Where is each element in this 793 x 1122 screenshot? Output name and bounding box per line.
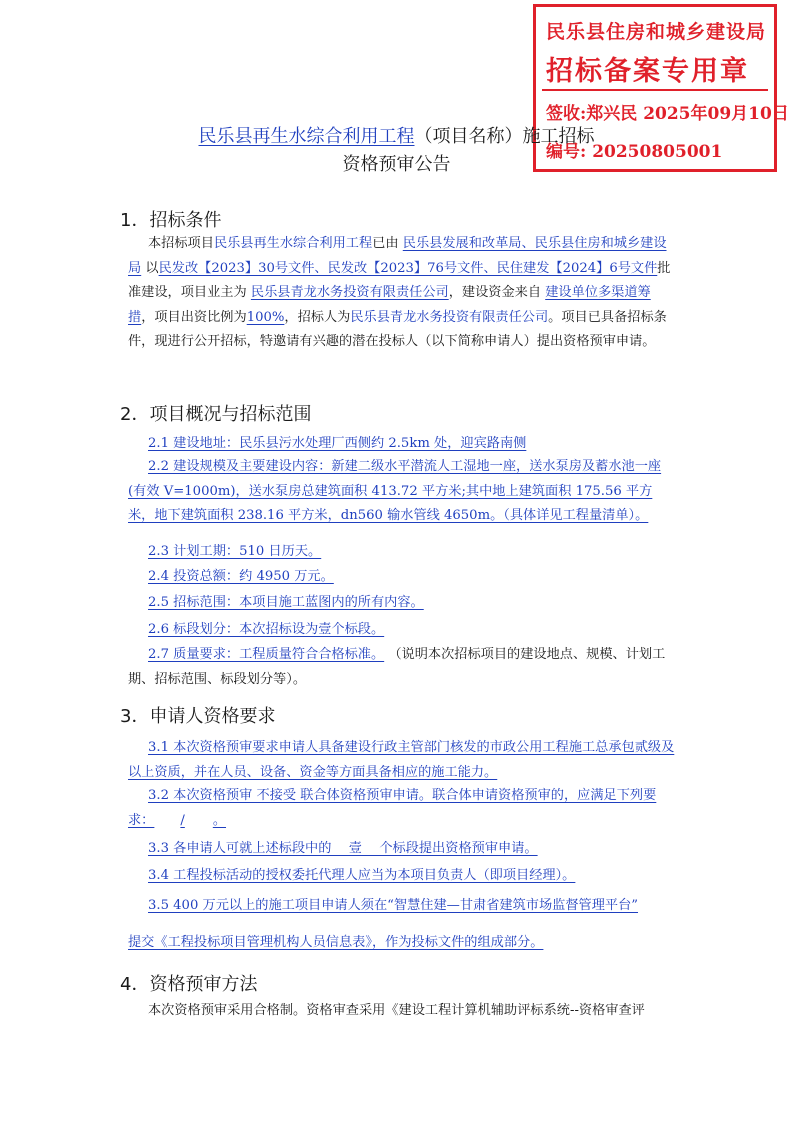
stamp-title: 招标备案专用章 bbox=[546, 56, 749, 87]
item-2-2-text: 2.2 建设规模及主要建设内容：新建二级水平潜流人工湿地一座，送水泵房及蓄水池一座(有效 V=1000m)，送水泵房总建筑面积 413.72 平方米;其中地上建筑面积 175.56 平方米，地下建筑面积 238.16 平方米，dn560 输水管线 4650m。（具体详见工程量清单）。 bbox=[128, 459, 662, 523]
section-2-heading: 2．项目概况与招标范围 bbox=[120, 404, 312, 425]
item-2-6: 2.6 标段划分：本次招标设为壹个标段。 bbox=[148, 622, 385, 637]
item-3-3: 3.3 各申请人可就上述标段中的 壹 个标段提出资格预审申请。 bbox=[148, 841, 538, 856]
doc-title bbox=[0, 122, 793, 148]
item-2-7-quality: 2.7 质量要求：工程质量符合合格标准。 bbox=[148, 647, 385, 662]
s1-text: ，项目出资比例为 bbox=[141, 309, 247, 325]
doc-subtitle: 资格预审公告 bbox=[342, 154, 451, 175]
item-3-5-cont: 提交《工程投标项目管理机构人员信息表》，作为投标文件的组成部分。 bbox=[128, 935, 544, 950]
item-2-4: 2.4 投资总额：约 4950 万元。 bbox=[148, 569, 334, 584]
item-2-7-note: （说明本次招标项目的建设地点、规模、计划工期、招标范围、标段划分等）。 bbox=[128, 647, 666, 687]
s1-funding: 建设单位多渠道筹措 bbox=[128, 285, 651, 325]
project-name: 民乐县再生水综合利用工程 bbox=[198, 126, 415, 147]
s1-approval-docs: 民发改【2023】30号文件、民发改【2023】76号文件、民住建发【2024】6号文件 bbox=[158, 260, 658, 276]
s1-tenderer: 民乐县青龙水务投资有限责任公司 bbox=[350, 309, 549, 325]
s1-approver: 民乐县发展和改革局、民乐县住房和城乡建设局 bbox=[128, 236, 667, 276]
stamp-number: 编号: 20250805001 bbox=[546, 142, 723, 162]
s1-text: 本招标项目 bbox=[148, 236, 214, 251]
item-2-3: 2.3 计划工期：510 日历天。 bbox=[148, 544, 322, 559]
s1-project: 民乐县再生水综合利用工程 bbox=[213, 236, 373, 251]
item-2-1: 2.1 建设地址：民乐县污水处理厂西侧约 2.5km 处，迎宾路南侧 bbox=[148, 436, 527, 451]
stamp-divider bbox=[542, 89, 768, 91]
item-3-5: 3.5 400 万元以上的施工项目申请人须在“智慧住建—甘肃省建筑市场监督管理平台” bbox=[148, 898, 639, 913]
title-suffix: （项目名称）施工招标 bbox=[414, 126, 595, 147]
s1-text: 已由 bbox=[372, 236, 399, 251]
s1-text: ，建设资金来自 bbox=[448, 285, 542, 300]
s1-owner: 民乐县青龙水务投资有限责任公司 bbox=[250, 285, 449, 300]
item-3-4: 3.4 工程投标活动的授权委托代理人应当为本项目负责人（即项目经理）。 bbox=[148, 868, 576, 883]
stamp-org: 民乐县住房和城乡建设局 bbox=[546, 21, 767, 43]
section-4-text: 本次资格预审采用合格制。资格审查采用《建设工程计算机辅助评标系统--资格审查评 bbox=[148, 1003, 645, 1018]
item-3-2-text: 3.2 本次资格预审 不接受 联合体资格预审申请。联合体申请资格预审的，应满足下列要求： bbox=[128, 788, 657, 828]
item-3-1 bbox=[128, 736, 676, 785]
section-4-heading: 4．资格预审方法 bbox=[120, 974, 258, 995]
item-2-5: 2.5 招标范围：本项目施工蓝图内的所有内容。 bbox=[148, 595, 424, 610]
s1-text: 。项目已具备招标条件，现进行公开招标，特邀请有兴趣的潜在投标人（以下简称申请人）提出资格预审申请。 bbox=[128, 309, 667, 349]
item-2-2 bbox=[128, 455, 676, 529]
item-2-7 bbox=[128, 643, 676, 692]
s1-text: 批准建设，项目业主为 bbox=[128, 260, 671, 300]
section-1-body bbox=[128, 232, 676, 355]
item-3-2-value: / bbox=[180, 812, 185, 828]
stamp-signed: 签收:郑兴民 2025年09月10日 bbox=[546, 104, 789, 124]
section-1-heading: 1．招标条件 bbox=[120, 210, 222, 231]
section-3-heading: 3．申请人资格要求 bbox=[120, 706, 276, 727]
item-3-1-text: 3.1 本次资格预审要求申请人具备建设行政主管部门核发的市政公用工程施工总承包贰级及以上资质，并在人员、设备、资金等方面具备相应的施工能力。 bbox=[128, 740, 675, 780]
item-3-2: 3.2 本次资格预审 不接受 联合体资格预审申请。联合体申请资格预审的，应满足下列要求： / 。 bbox=[128, 788, 657, 828]
s1-text: 以 bbox=[145, 260, 159, 276]
s1-ratio: 100% bbox=[246, 309, 285, 325]
s1-text: ，招标人为 bbox=[284, 309, 351, 325]
